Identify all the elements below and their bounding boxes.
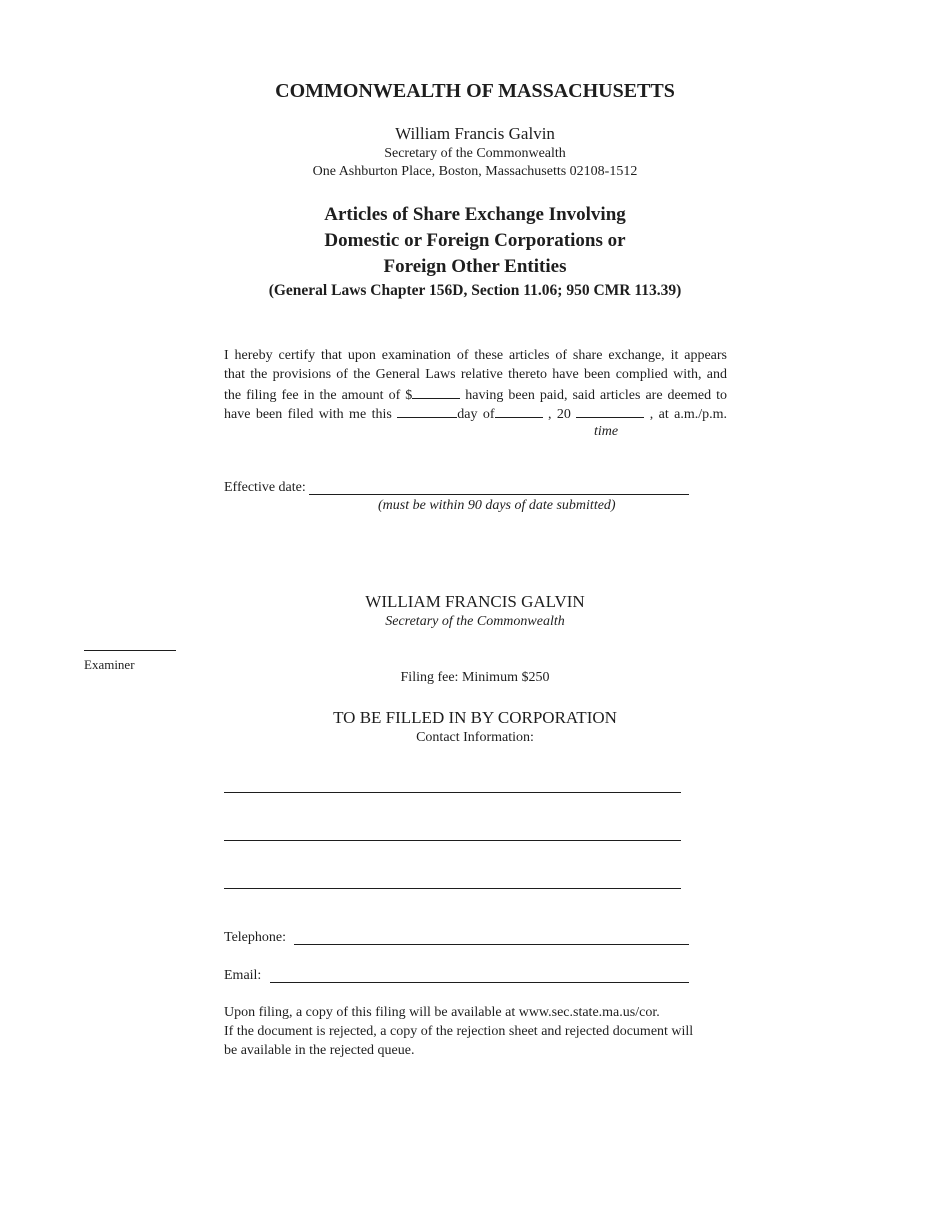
day-blank[interactable] (397, 405, 457, 418)
footer-line-2: If the document is rejected, a copy of the rejection sheet and rejected document will (224, 1024, 694, 1039)
certification-line-1: I hereby certify that upon examination of these articles of share exchange, it appears (224, 348, 727, 363)
form-title-line-1: Articles of Share Exchange Involving (324, 204, 626, 225)
effective-date-line[interactable] (309, 494, 689, 495)
contact-line-3[interactable] (224, 888, 681, 889)
fee-amount-blank[interactable] (412, 386, 460, 399)
examiner-line[interactable] (84, 650, 176, 651)
email-label: Email: (224, 968, 262, 983)
year-prefix-text: , 20 (547, 407, 571, 422)
telephone-line[interactable] (294, 944, 689, 945)
certification-line-3 (224, 386, 727, 404)
form-title-line-3: Foreign Other Entities (383, 256, 567, 277)
contact-line-2[interactable] (224, 840, 681, 841)
certification-line-2: that the provisions of the General Laws relative thereto have been complied with, and (224, 367, 727, 382)
official-name: William Francis Galvin (395, 124, 555, 143)
corporation-heading: TO BE FILLED IN BY CORPORATION (333, 708, 617, 727)
filed-with-text: have been filed with me this (224, 407, 392, 422)
email-line[interactable] (270, 982, 689, 983)
contact-info-label: Contact Information: (416, 730, 534, 745)
filing-fee: Filing fee: Minimum $250 (400, 670, 550, 685)
time-suffix-text: , at a.m./p.m. (649, 407, 728, 422)
signature-title: Secretary of the Commonwealth (385, 614, 565, 629)
footer-line-3: be available in the rejected queue. (224, 1043, 415, 1058)
statute-reference: (General Laws Chapter 156D, Section 11.06; 950 CMR 113.39) (268, 282, 682, 299)
effective-date-label: Effective date: (224, 480, 306, 495)
month-blank[interactable] (495, 405, 543, 418)
year-blank[interactable] (576, 405, 644, 418)
footer-line-1: Upon filing, a copy of this filing will be available at www.sec.state.ma.us/cor. (224, 1005, 660, 1020)
certification-line-4 (224, 405, 727, 423)
official-title: Secretary of the Commonwealth (384, 146, 566, 161)
certification-fee-text: the filing fee in the amount of $ (224, 388, 413, 403)
certification-paid-text: having been paid, said articles are deemed to (465, 388, 727, 403)
effective-date-note: (must be within 90 days of date submitted) (378, 498, 616, 513)
telephone-label: Telephone: (224, 930, 286, 945)
examiner-label: Examiner (84, 657, 135, 672)
time-label: time (594, 424, 619, 439)
day-of-text: day of (457, 407, 495, 422)
commonwealth-heading: COMMONWEALTH OF MASSACHUSETTS (275, 80, 675, 102)
contact-line-1[interactable] (224, 792, 681, 793)
office-address: One Ashburton Place, Boston, Massachusetts 02108-1512 (312, 164, 638, 179)
form-title-line-2: Domestic or Foreign Corporations or (324, 230, 626, 251)
signature-name: WILLIAM FRANCIS GALVIN (365, 592, 585, 611)
